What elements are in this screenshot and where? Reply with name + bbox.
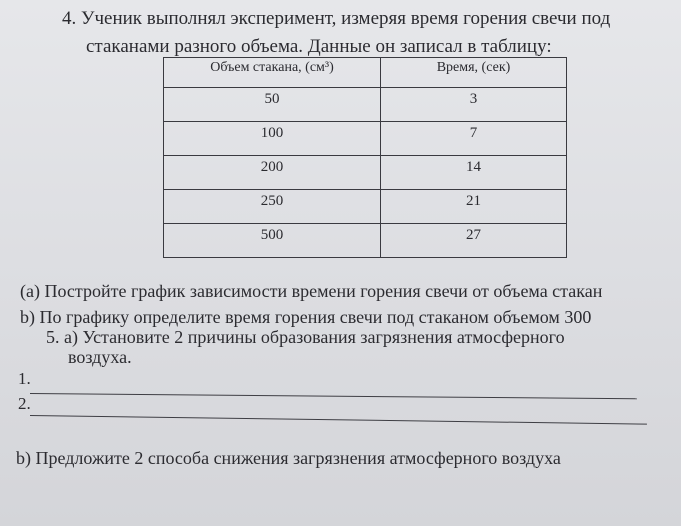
question-5a-text: 5. a) Установите 2 причины образования загрязнения атмосферного xyxy=(46,327,565,347)
answer-line-2 xyxy=(30,415,647,425)
cell-volume: 250 xyxy=(164,190,381,224)
cell-volume: 500 xyxy=(164,224,381,258)
cell-time: 27 xyxy=(381,224,567,258)
experiment-data-table xyxy=(163,57,567,258)
question-5b-text: b) Предложите 2 способа снижения загрязнения атмосферного воздуха xyxy=(16,448,561,468)
cell-time: 14 xyxy=(381,156,567,190)
cell-time: 7 xyxy=(381,122,567,156)
task-4a-text: (a) Постройте график зависимости времени горения свечи от объема стакан xyxy=(20,281,603,301)
question-4-text-line2: стаканами разного объема. Данные он записал в таблицу: xyxy=(86,36,552,57)
question-4-text-line1: 4. Ученик выполнял эксперимент, измеряя время горения свечи под xyxy=(62,8,611,29)
table-row xyxy=(164,156,567,190)
table-row xyxy=(164,122,567,156)
cell-time: 21 xyxy=(381,190,567,224)
cell-volume: 50 xyxy=(164,88,381,122)
question-5a-text-cont: воздуха. xyxy=(68,347,132,367)
cell-volume: 200 xyxy=(164,156,381,190)
answer-line-1 xyxy=(30,393,637,399)
task-4b-text: b) По графику определите время горения свечи под стаканом объемом 300 xyxy=(20,307,592,327)
table-row xyxy=(164,88,567,122)
column-header-time: Время, (сек) xyxy=(381,58,567,88)
table-header-row xyxy=(164,58,567,88)
table-row xyxy=(164,190,567,224)
cell-volume: 100 xyxy=(164,122,381,156)
answer-number-2: 2. xyxy=(18,394,31,413)
column-header-volume: Объем стакана, (см³) xyxy=(164,58,381,88)
table-row xyxy=(164,224,567,258)
cell-time: 3 xyxy=(381,88,567,122)
answer-number-1: 1. xyxy=(18,369,31,388)
